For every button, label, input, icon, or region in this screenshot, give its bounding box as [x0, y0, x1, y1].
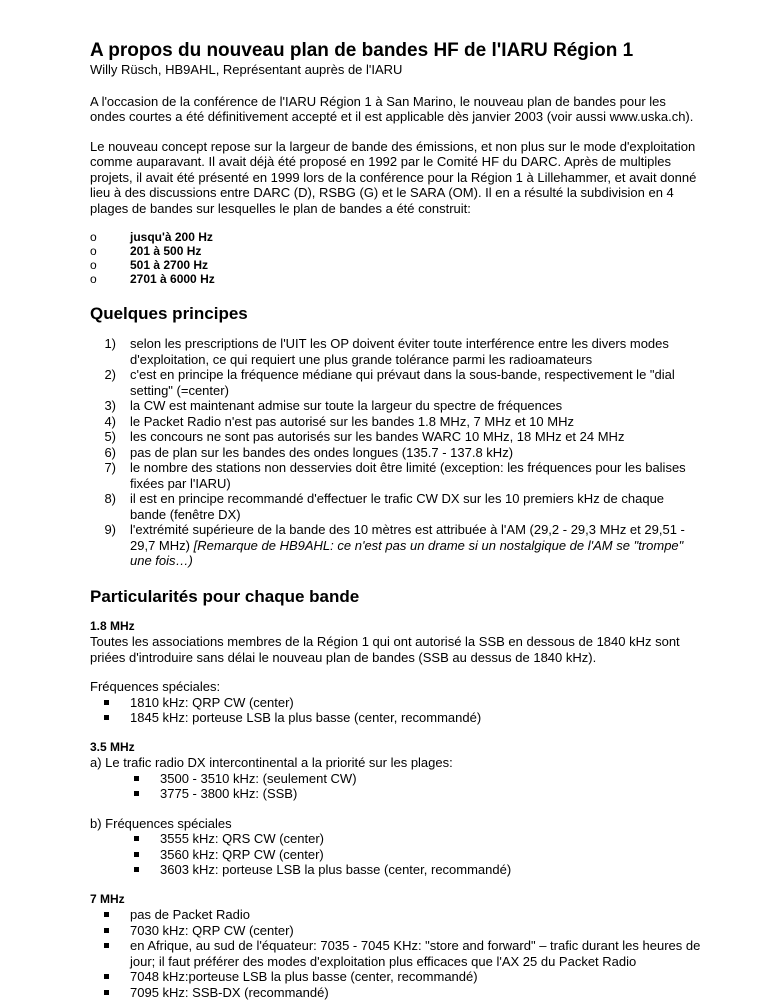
- bands-heading: Particularités pour chaque bande: [90, 587, 702, 607]
- list-item: 3603 kHz: porteuse LSB la plus basse (center, recommandé): [90, 862, 702, 878]
- list-item: en Afrique, au sud de l'équateur: 7035 - 7045 KHz: "store and forward" – trafic durant les heures de jour; il faut préférer des modes d'exploitation plus efficaces que l'AX 25 du Packet Radio: [90, 938, 702, 969]
- square-bullet-icon: [104, 700, 109, 705]
- square-bullet-icon: [104, 974, 109, 979]
- list-item: 5) les concours ne sont pas autorisés sur les bandes WARC 10 MHz, 18 MHz et 24 MHz: [90, 429, 702, 445]
- band-3-5-title: 3.5 MHz: [90, 740, 702, 756]
- list-item: 9) l'extrémité supérieure de la bande des 10 mètres est attribuée à l'AM (29,2 - 29,3 MHz et 29,51 - 29,7 MHz) [Remarque de HB9AHL: ce n'est pas un drame si un nostalgique de l'AM se "trompe" une fois…): [90, 522, 702, 569]
- square-bullet-icon: [104, 928, 109, 933]
- list-item: 2) c'est en principe la fréquence médiane qui prévaut dans la sous-bande, respectivement le "dial setting" (=center): [90, 367, 702, 398]
- principles-heading: Quelques principes: [90, 304, 702, 324]
- list-item: 3555 kHz: QRS CW (center): [90, 831, 702, 847]
- list-item: 7048 kHz:porteuse LSB la plus basse (center, recommandé): [90, 969, 702, 985]
- list-item: 3) la CW est maintenant admise sur toute la largeur du spectre de fréquences: [90, 398, 702, 414]
- list-item: 7030 kHz: QRP CW (center): [90, 923, 702, 939]
- band-3-5-a-list: [90, 771, 702, 802]
- list-item: 1) selon les prescriptions de l'UIT les OP doivent éviter toute interférence entre les divers modes d'exploitation, ce qui requiert une plus grande tolérance parmi les radioamateurs: [90, 336, 702, 367]
- page-title: A propos du nouveau plan de bandes HF de l'IARU Région 1: [90, 40, 702, 62]
- intro-paragraph-1: A l'occasion de la conférence de l'IARU Région 1 à San Marino, le nouveau plan de bandes pour les ondes courtes a été définitivement accepté et il est applicable dès janvier 2003 (voir aussi www.uska.ch).: [90, 94, 702, 125]
- list-item: 3500 - 3510 kHz: (seulement CW): [90, 771, 702, 787]
- list-item: o jusqu'à 200 Hz: [90, 230, 702, 244]
- square-bullet-icon: [134, 836, 139, 841]
- square-bullet-icon: [104, 912, 109, 917]
- square-bullet-icon: [134, 852, 139, 857]
- author-line: Willy Rüsch, HB9AHL, Représentant auprès de l'IARU: [90, 62, 702, 78]
- circle-bullet-icon: o: [90, 272, 97, 286]
- band-1-8-list: [90, 695, 702, 726]
- list-item: o 2701 à 6000 Hz: [90, 272, 702, 286]
- circle-bullet-icon: o: [90, 258, 97, 272]
- band-1-8-title: 1.8 MHz: [90, 619, 702, 635]
- principles-list: [90, 336, 702, 569]
- list-item: pas de Packet Radio: [90, 907, 702, 923]
- band-3-5-b-label: b) Fréquences spéciales: [90, 816, 702, 832]
- square-bullet-icon: [104, 715, 109, 720]
- list-item: 7095 kHz: SSB-DX (recommandé): [90, 985, 702, 1000]
- bandwidth-list: [90, 230, 702, 286]
- square-bullet-icon: [104, 943, 109, 948]
- band-7-title: 7 MHz: [90, 892, 702, 908]
- list-item: 1810 kHz: QRP CW (center): [90, 695, 702, 711]
- list-item: o 501 à 2700 Hz: [90, 258, 702, 272]
- band-3-5-b-list: [90, 831, 702, 878]
- list-item: 1845 kHz: porteuse LSB la plus basse (center, recommandé): [90, 710, 702, 726]
- square-bullet-icon: [134, 867, 139, 872]
- list-item: 6) pas de plan sur les bandes des ondes longues (135.7 - 137.8 kHz): [90, 445, 702, 461]
- circle-bullet-icon: o: [90, 230, 97, 244]
- list-item: o 201 à 500 Hz: [90, 244, 702, 258]
- band-7-list: [90, 907, 702, 1000]
- editor-note: [Remarque de HB9AHL: ce n'est pas un drame si un nostalgique de l'AM se "trompe" une fois…): [130, 538, 683, 569]
- circle-bullet-icon: o: [90, 244, 97, 258]
- square-bullet-icon: [134, 791, 139, 796]
- square-bullet-icon: [134, 776, 139, 781]
- list-item: 4) le Packet Radio n'est pas autorisé sur les bandes 1.8 MHz, 7 MHz et 10 MHz: [90, 414, 702, 430]
- list-item: 3775 - 3800 kHz: (SSB): [90, 786, 702, 802]
- list-item: 8) il est en principe recommandé d'effectuer le trafic CW DX sur les 10 premiers kHz de chaque bande (fenêtre DX): [90, 491, 702, 522]
- list-item: 7) le nombre des stations non desservies doit être limité (exception: les fréquences pour les balises fixées par l'IARU): [90, 460, 702, 491]
- band-3-5-a-label: a) Le trafic radio DX intercontinental a la priorité sur les plages:: [90, 755, 702, 771]
- intro-paragraph-2: Le nouveau concept repose sur la largeur de bande des émissions, et non plus sur le mode d'exploitation comme auparavant. Il avait déjà été proposé en 1992 par le Comité HF du DARC. Après de multiples projets, il avait été présenté en 1999 lors de la conférence pour la Région 1 à Lillehammer, et avait donné lieu à des discussions entre DARC (D), RSBG (G) et le SARA (OM). Il en a résulté la subdivision en 4 plages de bandes sur lesquelles le plan de bandes a été construit:: [90, 139, 702, 217]
- list-item: 3560 kHz: QRP CW (center): [90, 847, 702, 863]
- band-1-8-text: Toutes les associations membres de la Région 1 qui ont autorisé la SSB en dessous de 1840 kHz sont priées d'introduire sans délai le nouveau plan de bandes (SSB au dessus de 1840 kHz).: [90, 634, 702, 665]
- band-1-8-special-label: Fréquences spéciales:: [90, 679, 702, 695]
